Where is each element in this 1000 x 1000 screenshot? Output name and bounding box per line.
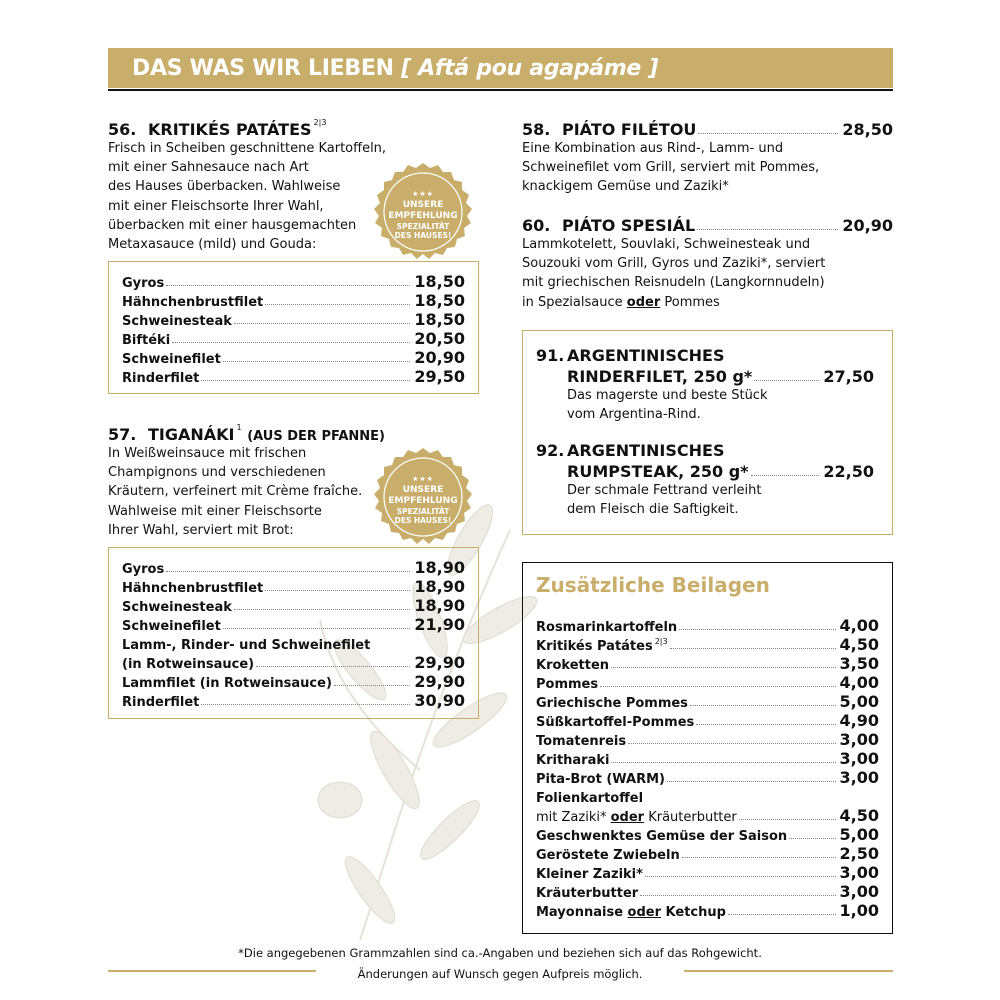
side-label: Pita-Brot (WARM)	[536, 772, 666, 787]
option-row	[122, 329, 465, 348]
side-row	[536, 749, 879, 768]
option-row	[122, 577, 465, 596]
dish-92-title-row	[567, 460, 874, 481]
option-label: Biftéki	[122, 333, 171, 348]
option-label: Hähnchenbrustfilet	[122, 295, 264, 310]
option-price: 29,90	[414, 653, 465, 672]
seal-line: DES HAUSES!	[394, 516, 452, 525]
section-title	[132, 56, 658, 81]
dish-57-title	[108, 425, 385, 444]
side-row	[536, 882, 879, 901]
side-price: 5,00	[839, 692, 879, 711]
desc-text: Pommes	[660, 294, 720, 310]
option-label: Schweinefilet	[122, 352, 221, 367]
side-row	[536, 787, 879, 806]
dish-56-number: 56.	[108, 120, 137, 139]
dish-91-price: 27,50	[823, 367, 874, 386]
option-label: Lamm-, Rinder- und Schweinefilet	[122, 638, 371, 653]
option-row	[122, 310, 465, 329]
dish-57-name: TIGANÁKI	[148, 425, 235, 444]
seal-line: DES HAUSES!	[394, 231, 452, 240]
option-label: Lammfilet (in Rotweinsauce)	[122, 676, 332, 691]
dish-91-name-line2: RINDERFILET, 250 g*	[567, 367, 753, 386]
option-row	[122, 634, 465, 653]
dish-91-name-line1: ARGENTINISCHES	[567, 346, 725, 365]
side-label: Kroketten	[536, 658, 610, 673]
option-row	[122, 653, 465, 672]
desc-line: Frisch in Scheiben geschnittene Kartoffeln,	[108, 141, 387, 156]
side-price: 1,00	[839, 901, 879, 920]
dish-57-number: 57.	[108, 425, 137, 444]
dish-58-title	[522, 118, 893, 139]
side-label: Geröstete Zwiebeln	[536, 848, 680, 863]
section-title-main: DAS WAS WIR LIEBEN	[132, 56, 394, 81]
option-price: 18,90	[414, 558, 465, 577]
desc-line: überbacken mit einer hausgemachten	[108, 217, 357, 233]
footnote-weights: *Die angegebenen Grammzahlen sind ca.-Angaben und beziehen sich auf das Rohgewicht.	[238, 946, 762, 960]
dish-56-description	[108, 139, 386, 254]
option-row	[122, 596, 465, 615]
dish-60-number: 60.	[522, 216, 551, 235]
dish-57-suffix: (AUS DER PFANNE)	[247, 429, 386, 444]
dish-60-description	[522, 235, 825, 312]
desc-line: Schweinefilet vom Grill, serviert mit Pommes,	[522, 160, 820, 176]
side-label: Tomatenreis	[536, 734, 627, 749]
dish-60-name-text: PIÁTO SPESIÁL	[562, 216, 696, 235]
dish-58-name	[522, 120, 696, 139]
side-label-text: Mayonnaise	[536, 905, 628, 920]
side-row	[536, 901, 879, 920]
option-price: 18,50	[414, 310, 465, 329]
dish-58-name-text: PIÁTO FILÉTOU	[562, 120, 697, 139]
desc-line: Der schmale Fettrand verleiht	[567, 483, 762, 498]
option-row	[122, 272, 465, 291]
side-row	[536, 825, 879, 844]
option-price: 18,50	[414, 291, 465, 310]
sides-title: Zusätzliche Beilagen	[536, 573, 770, 597]
side-row	[536, 730, 879, 749]
dish-58-description	[522, 139, 819, 197]
side-row	[536, 673, 879, 692]
option-label: Rinderfilet	[122, 695, 200, 710]
seal-line: EMPFEHLUNG	[388, 496, 458, 506]
seal-stars: ★★★	[412, 190, 434, 198]
side-row	[536, 616, 879, 635]
header-underline	[108, 89, 893, 91]
option-price: 18,50	[414, 272, 465, 291]
desc-line: mit einer Sahnesauce nach Art	[108, 160, 309, 176]
option-row	[122, 672, 465, 691]
desc-line: Champignons und verschiedenen	[108, 465, 326, 481]
seal-line: SPEZIALITÄT	[396, 222, 450, 231]
side-label-text: Kräuterbutter	[644, 810, 737, 825]
option-row	[122, 367, 465, 386]
desc-line: knackigem Gemüse und Zaziki*	[522, 179, 729, 195]
side-price: 3,00	[839, 882, 879, 901]
side-price: 3,00	[839, 730, 879, 749]
desc-line	[522, 293, 825, 312]
option-label: (in Rotweinsauce)	[122, 657, 255, 672]
option-price: 20,50	[414, 329, 465, 348]
dish-91-description	[567, 386, 767, 424]
side-label-text: Kritikés Patátes	[536, 639, 653, 654]
recommendation-seal	[370, 447, 476, 553]
seal-stars: ★★★	[412, 475, 434, 483]
seal-text	[370, 162, 476, 268]
option-label: Rinderfilet	[122, 371, 200, 386]
side-price: 3,00	[839, 768, 879, 787]
seal-text	[370, 447, 476, 553]
desc-or: oder	[626, 294, 661, 310]
desc-line: Ihrer Wahl, serviert mit Brot:	[108, 522, 294, 538]
side-label-text: mit Zaziki*	[536, 810, 611, 825]
side-row	[536, 635, 879, 654]
side-allergens: 2|3	[654, 637, 668, 646]
side-price: 4,00	[839, 673, 879, 692]
option-price: 18,90	[414, 577, 465, 596]
side-price: 4,50	[839, 635, 879, 654]
dish-58-number: 58.	[522, 120, 551, 139]
dish-56-name: KRITIKÉS PATÁTES	[148, 120, 312, 139]
option-price: 20,90	[414, 348, 465, 367]
side-label: Griechische Pommes	[536, 696, 688, 711]
dish-60-title	[522, 214, 893, 235]
desc-text: in Spezialsauce	[522, 294, 627, 310]
desc-line: vom Argentina-Rind.	[567, 407, 701, 423]
option-label: Hähnchenbrustfilet	[122, 581, 264, 596]
desc-line: Das magerste und beste Stück	[567, 388, 768, 403]
option-price: 30,90	[414, 691, 465, 710]
side-label: Folienkartoffel	[536, 791, 644, 806]
side-label	[536, 810, 737, 825]
desc-line: In Weißweinsauce mit frischen	[108, 446, 307, 461]
side-label-or: oder	[627, 905, 662, 920]
side-label: Kritharaki	[536, 753, 610, 768]
option-price: 18,90	[414, 596, 465, 615]
side-price: 5,00	[839, 825, 879, 844]
dish-58-price: 28,50	[842, 120, 893, 139]
recommendation-seal	[370, 162, 476, 268]
option-row	[122, 558, 465, 577]
side-row	[536, 711, 879, 730]
side-label	[536, 639, 668, 654]
option-row	[122, 291, 465, 310]
side-label: Kräuterbutter	[536, 886, 639, 901]
desc-line: dem Fleisch die Saftigkeit.	[567, 502, 739, 518]
side-price: 4,50	[839, 806, 879, 825]
option-label: Schweinefilet	[122, 619, 221, 634]
side-row	[536, 654, 879, 673]
option-price: 29,50	[414, 367, 465, 386]
dish-60-price: 20,90	[842, 216, 893, 235]
seal-line: EMPFEHLUNG	[388, 211, 458, 221]
option-price: 29,90	[414, 672, 465, 691]
desc-line: mit einer Fleischsorte Ihrer Wahl,	[108, 198, 324, 214]
option-label: Schweinesteak	[122, 314, 232, 329]
dish-92-description	[567, 481, 762, 519]
seal-line: SPEZIALITÄT	[396, 507, 450, 516]
side-label: Kleiner Zaziki*	[536, 867, 643, 882]
side-label: Geschwenktes Gemüse der Saison	[536, 829, 788, 844]
desc-line: Kräutern, verfeinert mit Crème fraîche.	[108, 484, 363, 500]
side-price: 4,00	[839, 616, 879, 635]
dish-57-description	[108, 444, 362, 540]
footnote-changes: Änderungen auf Wunsch gegen Aufpreis möglich.	[357, 967, 643, 981]
desc-line: Souzouki vom Grill, Gyros und Zaziki*, serviert	[522, 256, 826, 272]
option-label: Schweinesteak	[122, 600, 232, 615]
dish-57-allergens: 1	[236, 423, 242, 432]
dish-92-price: 22,50	[823, 462, 874, 481]
desc-line: mit griechischen Reisnudeln (Langkornnudeln)	[522, 275, 825, 291]
seal-line: UNSERE	[402, 485, 444, 495]
option-row	[122, 348, 465, 367]
dish-60-name	[522, 216, 695, 235]
side-row	[536, 806, 879, 825]
side-price: 3,00	[839, 749, 879, 768]
dish-91-title-row	[567, 365, 874, 386]
section-title-sub: [ Aftá pou agapáme ]	[401, 56, 659, 81]
option-row	[122, 615, 465, 634]
dish-56-title	[108, 120, 326, 139]
option-label: Gyros	[122, 562, 165, 577]
desc-line: Metaxasauce (mild) und Gouda:	[108, 237, 317, 253]
option-row	[122, 691, 465, 710]
desc-line: Wahlweise mit einer Fleischsorte	[108, 503, 322, 519]
side-row	[536, 844, 879, 863]
side-label-or: oder	[610, 810, 645, 825]
side-price: 4,90	[839, 711, 879, 730]
dish-92-name-line1: ARGENTINISCHES	[567, 441, 725, 460]
desc-line: Lammkotelett, Souvlaki, Schweinesteak und	[522, 237, 811, 252]
side-label: Süßkartoffel-Pommes	[536, 715, 695, 730]
side-label-text: Ketchup	[661, 905, 726, 920]
option-label: Gyros	[122, 276, 165, 291]
side-label	[536, 905, 726, 920]
side-label: Rosmarinkartoffeln	[536, 620, 678, 635]
side-price: 3,50	[839, 654, 879, 673]
side-label: Pommes	[536, 677, 599, 692]
seal-line: UNSERE	[402, 200, 444, 210]
dish-92-name-line2: RUMPSTEAK, 250 g*	[567, 462, 749, 481]
dish-56-allergens: 2|3	[313, 118, 327, 127]
side-row	[536, 692, 879, 711]
desc-line: Eine Kombination aus Rind-, Lamm- und	[522, 141, 784, 156]
side-row	[536, 768, 879, 787]
option-price: 21,90	[414, 615, 465, 634]
desc-line: des Hauses überbacken. Wahlweise	[108, 179, 341, 195]
dish-92-number: 92.	[536, 441, 565, 460]
dish-91-number: 91.	[536, 346, 565, 365]
side-price: 3,00	[839, 863, 879, 882]
side-price: 2,50	[839, 844, 879, 863]
side-row	[536, 863, 879, 882]
